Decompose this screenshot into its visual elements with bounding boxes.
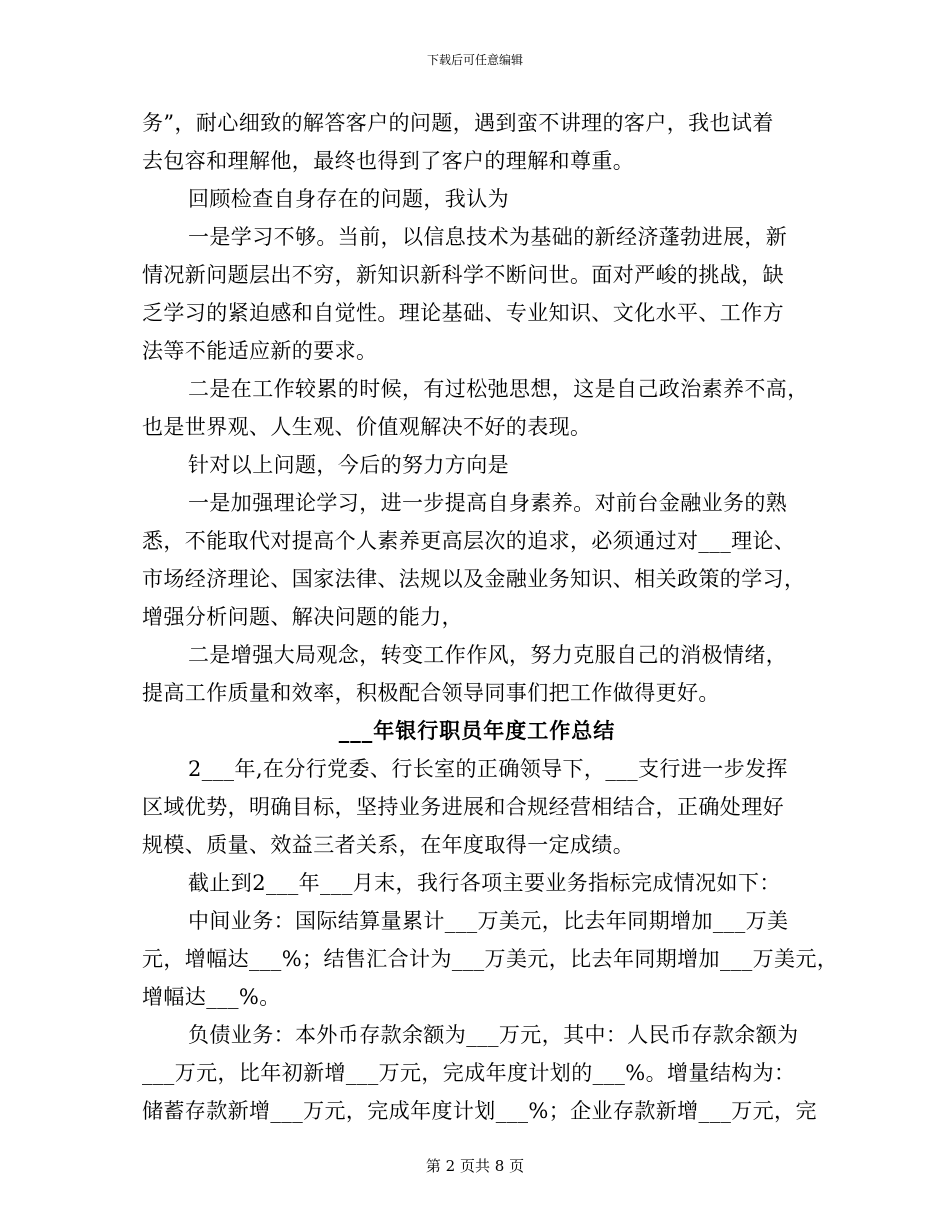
text-line: 去包容和理解他，最终也得到了客户的理解和尊重。 xyxy=(142,149,635,173)
text-line: 负债业务：本外币存款余额为___万元，其中：人民币存款余额为 xyxy=(188,1023,799,1047)
text-line: 一是学习不够。当前，以信息技术为基础的新经济蓬勃进展，新 xyxy=(188,225,788,249)
text-line: 情况新问题层出不穷，新知识新科学不断问世。面对严峻的挑战，缺 xyxy=(142,263,784,287)
text-line: 规模、质量、效益三者关系，在年度取得一定成绩。 xyxy=(142,833,635,857)
text-line: 二是在工作较累的时候，有过松弛思想，这是自己政治素养不高， xyxy=(188,377,809,401)
page-header: 下载后可任意编辑 xyxy=(426,53,523,67)
text-line: ___万元，比年初新增___万元，完成年度计划的___%。增量结构为： xyxy=(142,1061,796,1085)
text-line: 悉，不能取代对提高个人素养更高层次的追求，必须通过对___理论、 xyxy=(142,529,796,553)
text-line: 提高工作质量和效率，积极配合领导同事们把工作做得更好。 xyxy=(142,681,720,705)
section-title: ___年银行职员年度工作总结 xyxy=(338,718,616,743)
text-line: 一是加强理论学习，进一步提高自身素养。对前台金融业务的熟 xyxy=(188,491,788,515)
text-line: 回顾检查自身存在的问题，我认为 xyxy=(188,187,509,211)
text-line: 区域优势，明确目标，坚持业务进展和合规经营相结合，正确处理好 xyxy=(142,795,784,819)
text-line: 也是世界观、人生观、价值观解决不好的表现。 xyxy=(142,415,592,439)
text-line: 二是增强大局观念，转变工作作风，努力克服自己的消极情绪， xyxy=(188,643,788,667)
text-line: 务”，耐心细致的解答客户的问题，遇到蛮不讲理的客户，我也试着 xyxy=(142,111,774,135)
page-footer: 第 2 页共 8 页 xyxy=(425,1157,525,1175)
text-line: 乏学习的紧迫感和自觉性。理论基础、专业知识、文化水平、工作方 xyxy=(142,301,784,325)
text-line: 中间业务：国际结算量累计___万美元，比去年同期增加___万美 xyxy=(188,909,789,933)
text-line: 2___年,在分行党委、行长室的正确领导下，___支行进一步发挥 xyxy=(188,757,788,781)
text-line: 增幅达___%。 xyxy=(142,985,281,1009)
text-line: 增强分析问题、解决问题的能力， xyxy=(142,605,463,629)
text-line: 储蓄存款新增___万元，完成年度计划___%；企业存款新增___万元，完 xyxy=(142,1099,817,1123)
document-body xyxy=(142,104,839,1130)
text-line: 截止到2___年___月末，我行各项主要业务指标完成情况如下： xyxy=(188,871,781,895)
text-line: 市场经济理论、国家法律、法规以及金融业务知识、相关政策的学习， xyxy=(142,567,806,591)
text-line: 法等不能适应新的要求。 xyxy=(142,339,378,363)
text-line: 针对以上问题，今后的努力方向是 xyxy=(188,453,509,477)
text-line: 元，增幅达___%；结售汇合计为___万美元，比去年同期增加___万美元， xyxy=(142,947,839,971)
